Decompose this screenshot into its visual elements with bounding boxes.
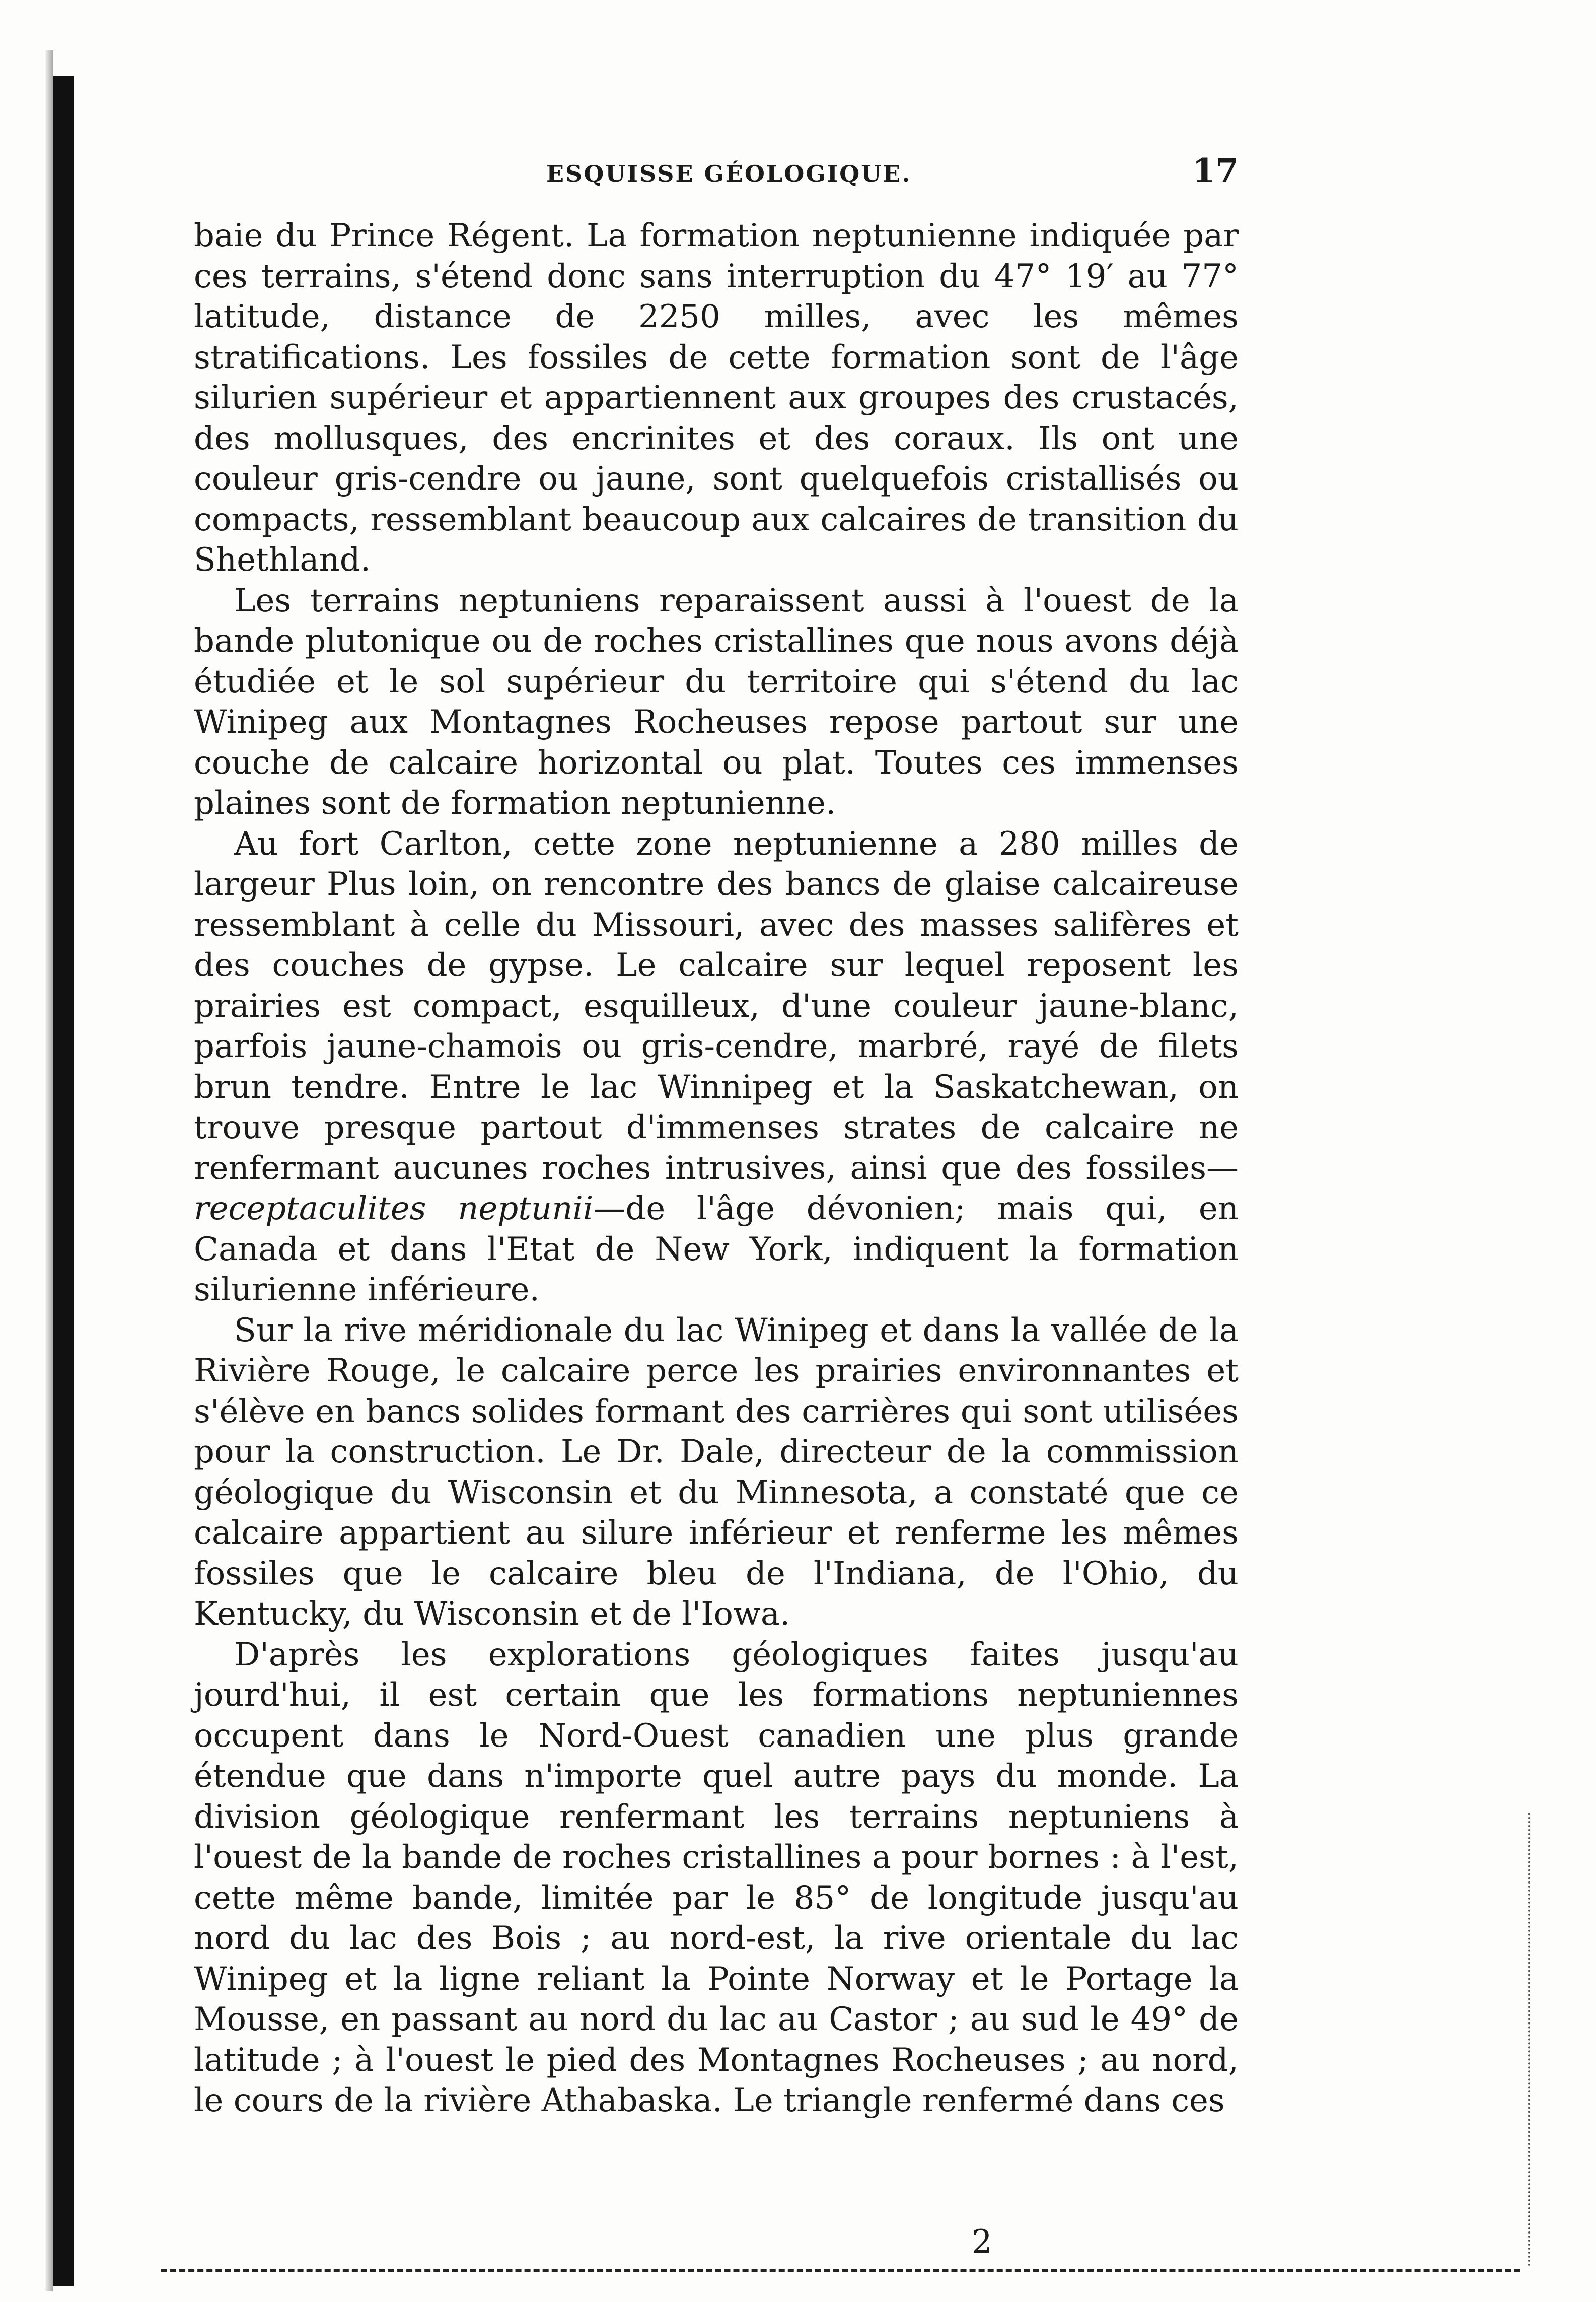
running-head: ESQUISSE GÉOLOGIQUE. xyxy=(546,160,912,187)
bottom-scan-rule xyxy=(161,2269,1520,2272)
paragraph-3 xyxy=(194,824,1239,1310)
body-text xyxy=(194,216,1239,2205)
paragraph-3-part-2: —de l'âge dévonien; mais qui, en Canada et dans l'Etat de New York, indiquent la formation silurienne inférieure. xyxy=(194,1190,1239,1308)
fossil-name-italic: receptaculites neptunii xyxy=(194,1190,594,1227)
page-number: 17 xyxy=(1192,151,1239,190)
paragraph-4: Sur la rive méridionale du lac Winipeg et dans la vallée de la Rivière Rouge, le calcaire perce les prairies environnantes et s'élève en bancs solides formant des carrières qui sont utilisées pour la construction. Le Dr. Dale, directeur de la commission géologique du Wisconsin et du Minnesota, a constaté que ce calcaire appartient au silure inférieur et renferme les mêmes fossiles que le calcaire bleu de l'Indiana, de l'Ohio, du Kentucky, du Wisconsin et de l'Iowa. xyxy=(194,1311,1239,1633)
binding-shadow xyxy=(45,50,53,2291)
signature-mark: 2 xyxy=(972,2223,992,2261)
paragraph-3-part-1: Au fort Carlton, cette zone neptunienne a 280 milles de largeur Plus loin, on rencontre des bancs de glaise calcaireuse ressemblant à celle du Missouri, avec des masses salifères et des couches de gypse. Le calcaire sur lequel reposent les prairies est compact, esquilleux, d'une couleur jaune-blanc, parfois jaune-chamois ou gris-cendre, marbré, rayé de filets brun tendre. Entre le lac Winnipeg et la Saskatchewan, on trouve presque partout d'immenses strates de calcaire ne renfermant aucunes roches intrusives, ainsi que des fossiles— xyxy=(194,825,1239,1187)
paragraph-1: baie du Prince Régent. La formation neptunienne indiquée par ces terrains, s'étend donc sans interruption du 47° 19′ au 77° latitude, distance de 2250 milles, avec les mêmes stratifications. Les fossiles de cette formation sont de l'âge silurien supérieur et appartiennent aux groupes des crustacés, des mollusques, des encrinites et des coraux. Ils ont une couleur gris-cendre ou jaune, sont quelquefois cristallisés ou compacts, ressemblant beaucoup aux calcaires de transition du Shethland. xyxy=(194,217,1239,579)
paragraph-2: Les terrains neptuniens reparaissent aussi à l'ouest de la bande plutonique ou de roches cristallines que nous avons déjà étudiée et le sol supérieur du territoire qui s'étend du lac Winipeg aux Montagnes Rocheuses repose partout sur une couche de calcaire horizontal ou plat. Toutes ces immenses plaines sont de formation neptunienne. xyxy=(194,582,1239,822)
scan-speckle xyxy=(1528,1813,1530,2266)
page-header xyxy=(194,151,1239,196)
binding-edge xyxy=(53,76,74,2286)
paragraph-5: D'après les explorations géologiques faites jusqu'au jourd'hui, il est certain que les formations neptuniennes occupent dans le Nord-Ouest canadien une plus grande étendue que dans n'importe quel autre pays du monde. La division géologique renfermant les terrains neptuniens à l'ouest de la bande de roches cristallines a pour bornes : à l'est, cette même bande, limitée par le 85° de longitude jusqu'au nord du lac des Bois ; au nord-est, la rive orientale du lac Winipeg et la ligne reliant la Pointe Norway et le Portage la Mousse, en passant au nord du lac au Castor ; au sud le 49° de latitude ; à l'ouest le pied des Montagnes Rocheuses ; au nord, le cours de la rivière Athabaska. Le triangle renfermé dans ces xyxy=(194,1636,1239,2119)
